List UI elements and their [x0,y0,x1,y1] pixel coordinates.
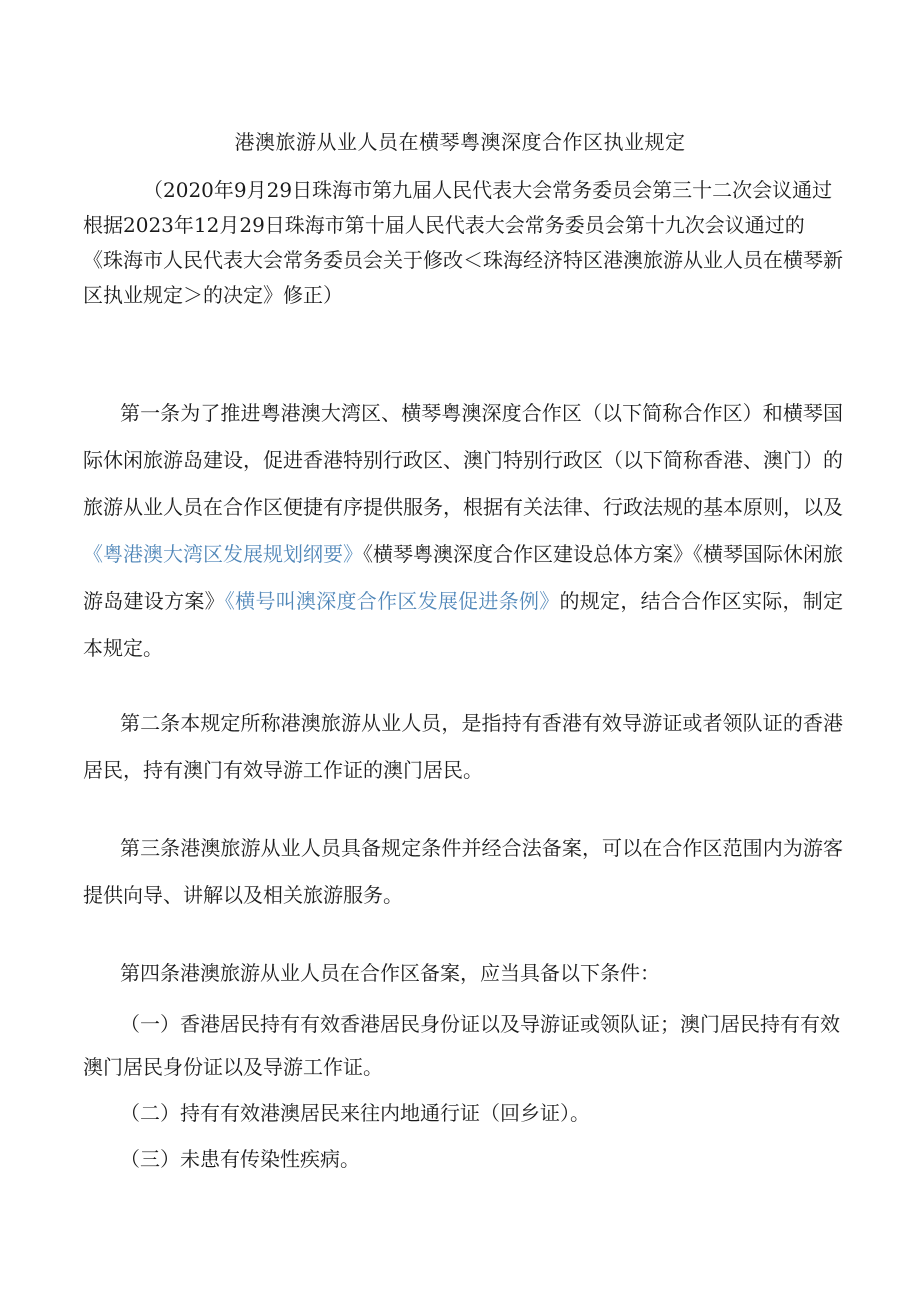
article-1-text-a: 第一条为了推进粤港澳大湾区、横琴粤澳深度合作区（以下简称合作区）和横琴国际休闲旅游岛建设，促进香港特别行政区、澳门特别行政区（以下简称香港、澳门）的旅游从业人员在合作区便捷有序提供服务，根据有关法律、行政法规的基本原则，以及 [83,401,843,519]
document-title: 港澳旅游从业人员在横琴粤澳深度合作区执业规定 [234,130,686,154]
article-4-item-3: （三）未患有传染性疾病。 [120,1147,360,1171]
article-1-text-b: 《横琴粤澳深度合作区建设总体方案》《横琴国际休闲旅游岛建设方案》 [83,542,843,613]
legislative-note [83,173,843,313]
article-4-item-2: （二）持有有效港澳居民来往内地通行证（回乡证）。 [120,1101,590,1125]
article-1-text-c: 的规定，结合合作区实际，制定本规定。 [83,589,844,660]
hengqin-regulation-link[interactable]: 《横号叫澳深度合作区发展促进条例》 [224,589,560,613]
article-3: 第三条港澳旅游从业人员具备规定条件并经合法备案，可以在合作区范围内为游客提供向导、讲解以及相关旅游服务。 [83,836,843,907]
note-line-2: 根据2023年12月29日珠海市第十届人民代表大会常务委员会第十九次会议通过的《珠海市人民代表大会常务委员会关于修改＜珠海经济特区港澳旅游从业人员在横琴新区执业规定＞的决定》修正） [83,213,843,307]
article-1 [83,390,843,672]
gba-plan-link[interactable]: 《粤港澳大湾区发展规划纲要》 [83,542,363,566]
note-line-1: （2020年9月29日珠海市第九届人民代表大会常务委员会第三十二次会议通过 [143,178,833,202]
article-2: 第二条本规定所称港澳旅游从业人员，是指持有香港有效导游证或者领队证的香港居民，持有澳门有效导游工作证的澳门居民。 [83,711,843,782]
article-4-intro: 第四条港澳旅游从业人员在合作区备案，应当具备以下条件： [120,961,660,985]
article-4-item-1: （一）香港居民持有有效香港居民身份证以及导游证或领队证；澳门居民持有有效澳门居民身份证以及导游工作证。 [83,1012,840,1079]
